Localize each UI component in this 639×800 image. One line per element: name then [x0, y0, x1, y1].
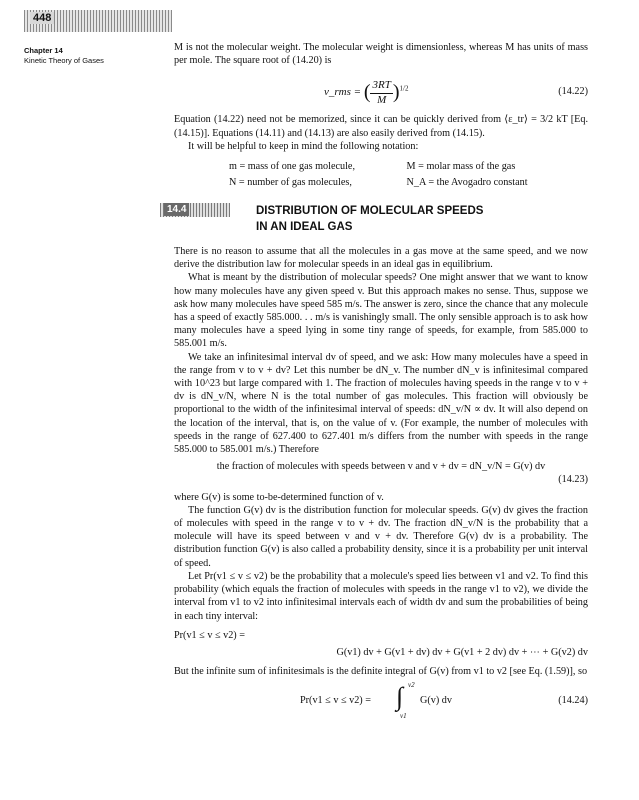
integral-upper-limit: v2: [408, 681, 415, 690]
equation-label: (14.23): [558, 474, 588, 486]
body-paragraph-5: The function G(v) dv is the distribution function for molecular speeds. G(v) dv gives the fraction of molecules with speed in the range v to v + dv. The fraction dN_v/N is the probability that a molecule will have its speed between v and v + dv. Therefore G(v) dv is a probability. The distribution function G(v) is also called a probability density, since it is a probability per unit interval of speed.: [174, 504, 588, 569]
equation-fraction: [370, 79, 392, 106]
equation-14-22-formula: v_rms = ( $\frac{3RT}{M}$ )$^{1/2}$: [324, 79, 409, 106]
chapter-title: Kinetic Theory of Gases: [24, 56, 104, 65]
equation-14-23: the fraction of molecules with speeds between v and v + dv = dN_v/N = G(v) dv: [216, 461, 546, 473]
integral-lhs: Pr(v1 ≤ v ≤ v2) =: [300, 695, 371, 707]
notation-item: M = molar mass of the gas: [406, 161, 516, 173]
equation-14-24: [174, 681, 588, 721]
intro-paragraph-2: Equation (14.22) need not be memorized, since it can be quickly derived from ⟨ε_tr⟩ = 3/2 kT [Eq. (14.15)]. Equations (14.11) and (14.13) are also easily derived from (14.15).: [174, 114, 588, 139]
notation-item: m = mass of one gas molecule,: [229, 161, 355, 173]
section-number: 14.4: [164, 203, 189, 216]
section-title: [256, 203, 483, 235]
fraction-denominator: M: [377, 93, 387, 106]
notation-row: [229, 159, 588, 175]
intro-paragraph-3: It will be helpful to keep in mind the following notation:: [188, 140, 419, 152]
integral-rhs: G(v) dv: [420, 695, 452, 707]
body-paragraph-3: We take an infinitesimal interval dv of speed, and we ask: How many molecules have a speed in the range from v to v + dv? Let this number be dN_v. The number dN_v is infinitesimal compared with 10^23 but large compared with 1. The fraction of molecules having speeds in the range v to v + dv is dN_v/N, where N is the total number of gas molecules. This fraction will obviously be proportional to the width of the infinitesimal interval of speeds: dN_v/N ∝ dv. It will also depend on the location of the interval, that is, on the value of v. (For example, the number of molecules with speeds in the range of 627.400 to 627.401 m/s differs from the number with speeds in the range 585.000 to 585.001 m/s.) Therefore: [174, 351, 588, 456]
section-title-line: DISTRIBUTION OF MOLECULAR SPEEDS: [256, 205, 484, 218]
section-heading: [160, 203, 588, 237]
notation-row: [229, 175, 588, 191]
integral-lower-limit: v1: [400, 712, 407, 721]
sum-equation-lhs: Pr(v1 ≤ v ≤ v2) =: [174, 629, 245, 641]
intro-paragraph-1: M is not the molecular weight. The molecular weight is dimensionless, whereas M has units of mass per mole. The square root of (14.20) is: [174, 42, 588, 67]
notation-item: N_A = the Avogadro constant: [406, 177, 528, 189]
sum-equation-rhs: G(v1) dv + G(v1 + dv) dv + G(v1 + 2 dv) dv + ⋯ + G(v2) dv: [336, 646, 588, 658]
body-paragraph-7: But the infinite sum of infinitesimals is the definite integral of G(v) from v1 to v2 [see Eq. (1.59)], so: [174, 666, 588, 678]
equation-exponent: 1/2: [399, 84, 409, 93]
notation-item: N = number of gas molecules,: [229, 177, 352, 189]
body-paragraph-4: where G(v) is some to-be-determined function of v.: [174, 491, 384, 503]
equation-label: (14.22): [558, 86, 588, 98]
equation-lhs: v_rms =: [324, 86, 362, 99]
body-paragraph-2: What is meant by the distribution of molecular speeds? One might answer that we want to know how many molecules have any given speed v. But this approach makes no sense. Thus, suppose we ask how many molecules have speed 585 m/s. The answer is zero, since the chance that any molecule has a speed of exactly 585.000. . . m/s is vanishingly small. The only sensible approach is to ask how many molecules have a speed lying in some tiny range of speeds, for example, from 585.000 to 585.001 m/s.: [174, 272, 588, 350]
section-title-line: IN AN IDEAL GAS: [256, 221, 353, 234]
notation-table: [229, 159, 588, 191]
equation-14-22: [174, 73, 588, 107]
chapter-label: Chapter 14: [24, 46, 63, 55]
body-paragraph-1: There is no reason to assume that all the molecules in a gas move at the same speed, and we now derive the distribution law for molecular speeds in an ideal gas in equilibrium.: [174, 246, 588, 271]
body-paragraph-6: Let Pr(v1 ≤ v ≤ v2) be the probability that a molecule's speed lies between v1 and v2. To find this probability (which equals the fraction of molecules with speeds in the range v1 to v2), we divide the interval from v1 to v2 into infinitesimal intervals each of width dv and sum the probabilities of being in each tiny interval:: [174, 570, 588, 622]
chapter-sidebar: [24, 46, 172, 66]
equation-label: (14.24): [558, 695, 588, 707]
main-text: [167, 41, 588, 721]
integral-sign-icon: ∫: [396, 682, 404, 712]
page-number: 448: [30, 12, 54, 24]
fraction-numerator: 3RT: [370, 79, 392, 93]
